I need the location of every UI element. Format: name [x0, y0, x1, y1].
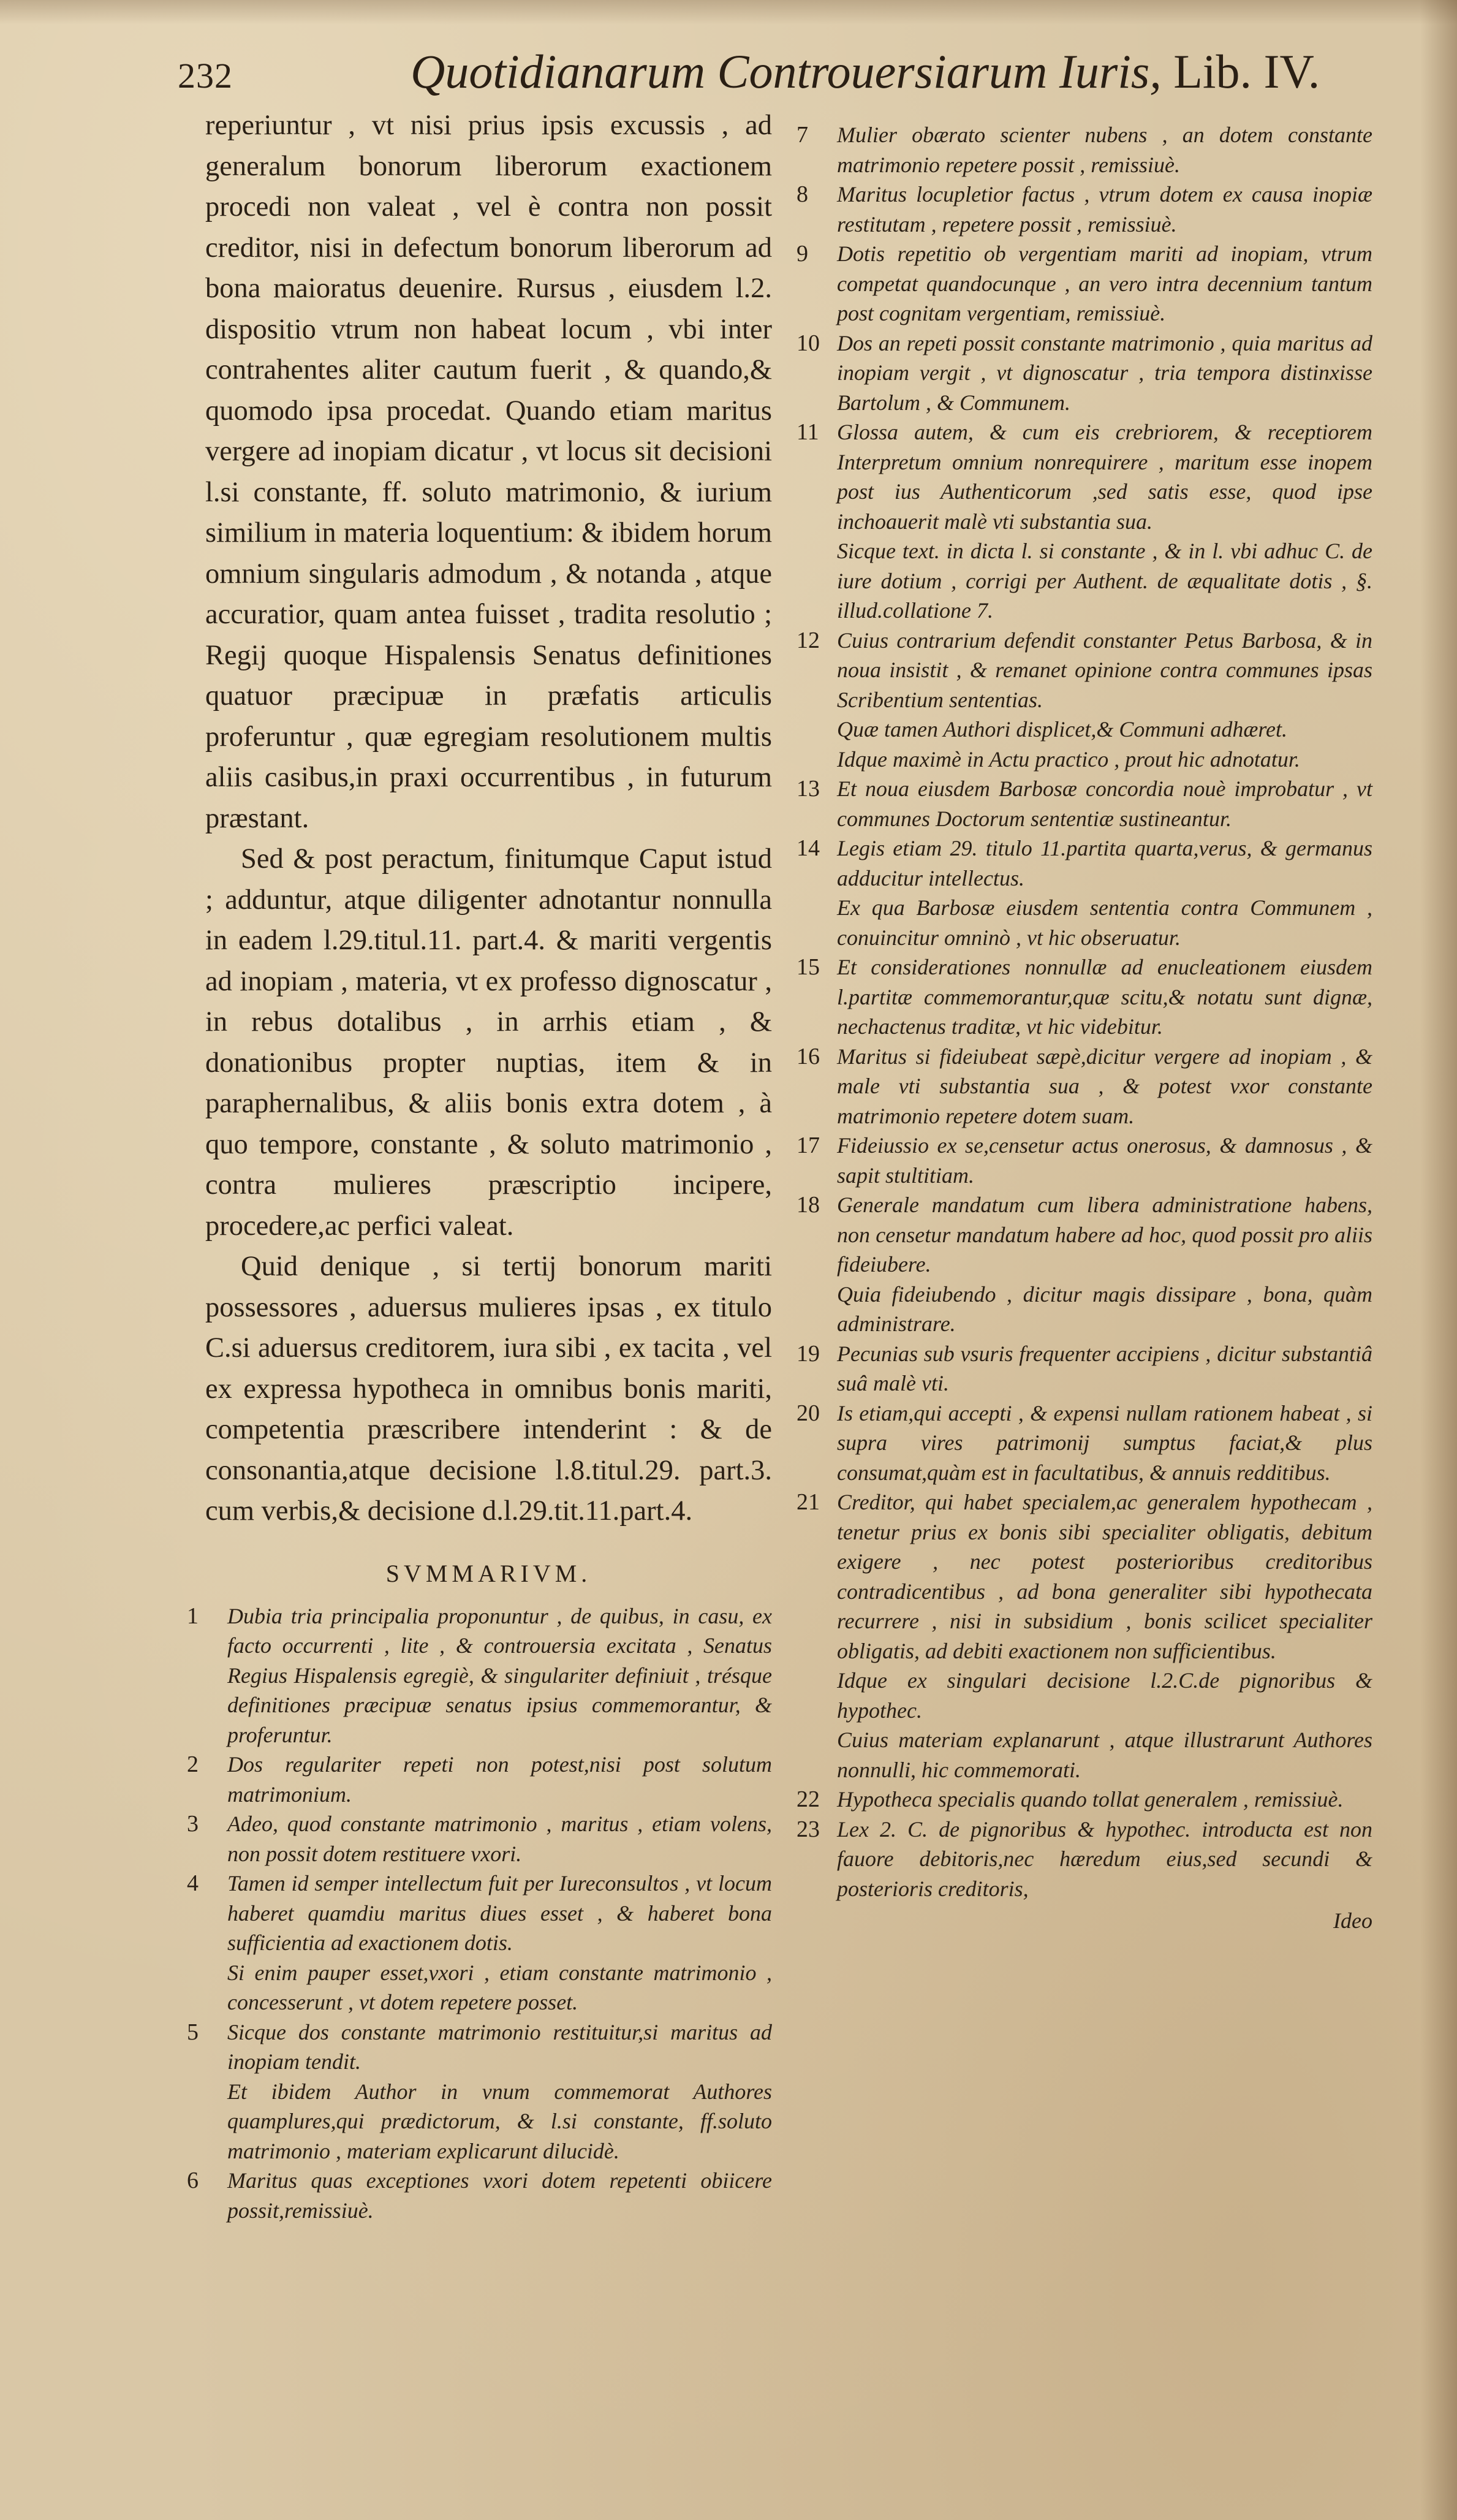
- summary-item-text: Ex qua Barbosæ eiusdem sententia contra Communem , conuincitur omninò , vt hic obseruatur.: [837, 895, 1372, 950]
- summary-item: [815, 1280, 1372, 1339]
- summary-item-text: Et ibidem Author in vnum commemorat Authores quamplures,qui prædictorum, & l.si constante, ff.soluto matrimonio , materiam explicarunt dilucidè.: [227, 2079, 772, 2163]
- summary-item-number: 4: [187, 1870, 199, 1896]
- summary-item-number: 2: [187, 1751, 199, 1777]
- page-header: [178, 44, 1320, 112]
- left-column: [187, 105, 772, 2225]
- body-paragraph-3: Quid denique , si tertij bonorum mariti possessores , aduersus mulieres ipsas , ex titulo C.si aduersus creditorem, iura sibi , ex tacita , vel ex expressa hypotheca in omnibus bonis mariti, competentia præscribere intenderint : & de consonantia,atque decisione l.8.titul.29. part.3. cum verbis,& decisione d.l.29.tit.11.part.4.: [205, 1251, 772, 1527]
- body-paragraph-2: Sed & post peractum, finitumque Caput istud ; adduntur, atque diligenter adnotantur nonnulla in eadem l.29.titul.11. part.4. & mariti vergentis ad inopiam , materia, vt ex professo dignoscatur , in rebus dotalibus , in arrhis etiam , & donationibus propter nuptias, item & in paraphernalibus, & aliis bonis extra dotem , à quo tempore, constante , & soluto matrimonio , contra mulieres præscriptio incipere, procedere,ac perfici valeat.: [205, 843, 772, 1242]
- summary-item: [815, 745, 1372, 775]
- summary-item: [797, 1785, 1372, 1815]
- summary-item: [797, 1190, 1372, 1280]
- book-number: Lib. IV.: [1173, 45, 1320, 98]
- summary-item-number: 9: [797, 241, 808, 267]
- summary-item-number: 3: [187, 1811, 199, 1837]
- summary-item-number: 21: [797, 1489, 820, 1515]
- summary-item-number: 10: [797, 330, 820, 356]
- running-title: [411, 44, 1320, 99]
- summary-item: [815, 715, 1372, 745]
- summary-item-text: Is etiam,qui accepti , & expensi nullam rationem habeat , si supra vires patrimonij sumptus faciat,& plus consumat,quàm est in facultatibus, & annuis redditibus.: [837, 1400, 1372, 1485]
- summary-item-number: 23: [797, 1816, 820, 1842]
- summary-item-number: 16: [797, 1043, 820, 1069]
- summary-item: [815, 1725, 1372, 1785]
- right-column: [797, 120, 1372, 1935]
- summary-item: [797, 833, 1372, 893]
- summary-item: [815, 536, 1372, 626]
- summary-item-text: Maritus quas exceptiones vxori dotem repetenti obiicere possit,remissiuè.: [227, 2168, 772, 2223]
- summary-item-text: Mulier obærato scienter nubens , an dotem constante matrimonio repetere possit , remissiuè.: [837, 123, 1372, 177]
- summary-item-text: Lex 2. C. de pignoribus & hypothec. introducta est non fauore debitoris,nec hæredum eius,sed secundi & posterioris creditoris,: [837, 1816, 1372, 1901]
- summary-item: [797, 1399, 1372, 1488]
- summary-item-text: Maritus locupletior factus , vtrum dotem ex causa inopiæ restitutam , repetere possit , remissiuè.: [837, 182, 1372, 237]
- summary-item-text: Creditor, qui habet specialem,ac generalem hypothecam , tenetur prius ex bonis sibi specialiter obligatis, debitum exigere , nec potest posterioribus creditoribus contradicentibus , ad bona generaliter sibi hypothecata recurrere , nisi in subsidium , bonis scilicet specialiter obligatis, ad debiti exactionem non sufficientibus.: [837, 1490, 1372, 1663]
- summary-item: [797, 1815, 1372, 1904]
- summary-item: [797, 1131, 1372, 1190]
- summary-item-text: Hypotheca specialis quando tollat generalem , remissiuè.: [837, 1787, 1344, 1812]
- summary-list-right: [797, 120, 1372, 1903]
- summary-item-text: Et noua eiusdem Barbosæ concordia nouè improbatur , vt communes Doctorum sententiæ sustineantur.: [837, 776, 1372, 831]
- catchword: Ideo: [1333, 1908, 1372, 1933]
- summary-item-text: Quæ tamen Authori displicet,& Communi adhæret.: [837, 717, 1287, 742]
- summary-item-text: Dotis repetitio ob vergentiam mariti ad inopiam, vtrum competat quandocunque , an vero intra decennium tantum post cognitam vergentiam, remissiuè.: [837, 241, 1372, 325]
- summary-item-number: 18: [797, 1192, 820, 1218]
- summary-item-number: 5: [187, 2019, 199, 2045]
- summary-item: [815, 1666, 1372, 1725]
- summary-item-number: 19: [797, 1340, 820, 1367]
- summary-item-text: Legis etiam 29. titulo 11.partita quarta,verus, & germanus adducitur intellectus.: [837, 836, 1372, 890]
- summary-item: [187, 1809, 772, 1869]
- summary-item-text: Idque ex singulari decisione l.2.C.de pignoribus & hypothec.: [837, 1668, 1372, 1723]
- body-paragraph-1: reperiuntur , vt nisi prius ipsis excussis , ad generalum bonorum liberorum exactionem procedi non valeat , vel è contra non possit creditor, nisi in defectum bonorum liberorum ad bona maioratus deuenire. Rursus , eiusdem l.2. dispositio vtrum non habeat locum , vbi inter contrahentes aliter cautum fuerit , & quando,& quomodo ipsa procedat. Quando etiam maritus vergere ad inopiam dicatur , vt locus sit decisioni l.si constante, ff. soluto matrimonio, & iurium similium in materia loquentium: & ibidem horum omnium singularis admodum , & notanda , atque accuratior, quam antea fuisset , tradita resolutio ; Regij quoque Hispalensis Senatus definitiones quatuor præcipuæ in præfatis articulis proferuntur , quæ egregiam resolutionem multis aliis casibus,in praxi occurrentibus , in futurum præstant.: [205, 110, 772, 834]
- summary-item: [797, 120, 1372, 180]
- summary-item-text: Glossa autem, & cum eis crebriorem, & receptiorem Interpretum omnium nonrequirere , maritum esse inopem post ius Authenticorum ,sed satis esse, quod ipse inchoauerit malè vti substantia sua.: [837, 420, 1372, 534]
- summary-item-text: Sicque dos constante matrimonio restituitur,si maritus ad inopiam tendit.: [227, 2019, 772, 2074]
- summary-item-text: Adeo, quod constante matrimonio , maritus , etiam volens, non possit dotem restituere vxori.: [227, 1812, 772, 1866]
- summary-item-number: 1: [187, 1603, 199, 1629]
- summary-item-number: 8: [797, 181, 808, 207]
- summary-item: [797, 774, 1372, 833]
- summary-item: [797, 952, 1372, 1042]
- summary-item-text: Quia fideiubendo , dicitur magis dissipare , bona, quàm administrare.: [837, 1281, 1372, 1336]
- summary-item-text: Tamen id semper intellectum fuit per Iureconsultos , vt locum haberet quamdiu maritus diues esset , & haberet bona sufficientia ad exactionem dotis.: [227, 1871, 772, 1955]
- summary-item-number: 6: [187, 2168, 199, 2193]
- summary-item: [187, 2166, 772, 2225]
- summary-item: [187, 1601, 772, 1750]
- summary-item: [187, 2017, 772, 2077]
- summary-item-text: Et considerationes nonnullæ ad enucleationem eiusdem l.partitæ commemorantur,quæ scitu,& notatu sunt dignæ, nechactenus traditæ, vt hic videbitur.: [837, 955, 1372, 1039]
- summary-item-number: 22: [797, 1786, 820, 1812]
- summary-item-number: 20: [797, 1400, 820, 1426]
- summary-item: [187, 1750, 772, 1809]
- summary-item-text: Pecunias sub vsuris frequenter accipiens , dicitur substantiâ suâ malè vti.: [837, 1341, 1372, 1395]
- summary-item-number: 15: [797, 954, 820, 980]
- summary-item-text: Dubia tria principalia proponuntur , de quibus, in casu, ex facto occurrenti , lite , & controuersia excitata , Senatus Regius Hispalensis egregiè, & singulariter definiuit , trésque definitiones præcipuæ senatus ipsius commemorantur, & proferuntur.: [227, 1603, 772, 1747]
- summary-item-number: 13: [797, 776, 820, 802]
- summary-item: [797, 1339, 1372, 1399]
- page-number: 232: [178, 56, 233, 96]
- summary-item: [797, 239, 1372, 328]
- summary-item: [187, 1869, 772, 1958]
- summary-item-text: Idque maximè in Actu practico , prout hic adnotatur.: [837, 746, 1300, 772]
- running-title-text: Quotidianarum Controuersiarum Iuris,: [411, 45, 1162, 98]
- summary-item: [205, 2077, 772, 2166]
- summary-item: [815, 893, 1372, 952]
- summary-item: [797, 180, 1372, 239]
- summary-item-text: Dos an repeti possit constante matrimonio , quia maritus ad inopiam vergit , vt dignoscatur , tria tempora distinxisse Bartolum , & Communem.: [837, 330, 1372, 415]
- summary-item-number: 17: [797, 1133, 820, 1158]
- summary-item: [797, 328, 1372, 418]
- summary-item-text: Maritus si fideiubeat sæpè,dicitur vergere ad inopiam , & male vti substantia sua , & potest vxor constante matrimonio repetere dotem suam.: [837, 1044, 1372, 1128]
- page-top-shadow: [0, 0, 1457, 25]
- summary-heading: SVMMARIVM.: [385, 1559, 592, 1587]
- summary-item: [797, 626, 1372, 715]
- summary-item-number: 12: [797, 627, 820, 653]
- summary-item: [797, 1042, 1372, 1131]
- summary-item-text: Cuius materiam explanarunt , atque illustrarunt Authores nonnulli, hic commemorati.: [837, 1728, 1372, 1782]
- summary-item-text: Cuius contrarium defendit constanter Petus Barbosa, & in noua insistit , & remanet opinione contra communes ipsas Scribentium sententias.: [837, 628, 1372, 712]
- summary-item-text: Generale mandatum cum libera administratione habens, non censetur mandatum habere ad hoc, quod possit pro aliis fideiubere.: [837, 1193, 1372, 1277]
- summary-item-number: 7: [797, 122, 808, 148]
- summary-item-text: Dos regulariter repeti non potest,nisi post solutum matrimonium.: [227, 1752, 772, 1807]
- summary-list-left: [187, 1601, 772, 2226]
- summary-item-number: 11: [797, 419, 819, 445]
- summary-item-text: Si enim pauper esset,vxori , etiam constante matrimonio , concesserunt , vt dotem repetere posset.: [227, 1960, 772, 2014]
- summary-item-text: Sicque text. in dicta l. si constante , & in l. vbi adhuc C. de iure dotium , corrigi per Authent. de æqualitate dotis , §. illud.collatione 7.: [837, 539, 1372, 623]
- summary-item: [797, 1487, 1372, 1666]
- page-edge-shadow: [1420, 0, 1457, 2520]
- summary-item: [205, 1958, 772, 2017]
- summary-item-number: 14: [797, 835, 820, 861]
- summary-item-text: Fideiussio ex se,censetur actus onerosus, & damnosus , & sapit stultitiam.: [837, 1133, 1372, 1188]
- summary-item: [797, 417, 1372, 536]
